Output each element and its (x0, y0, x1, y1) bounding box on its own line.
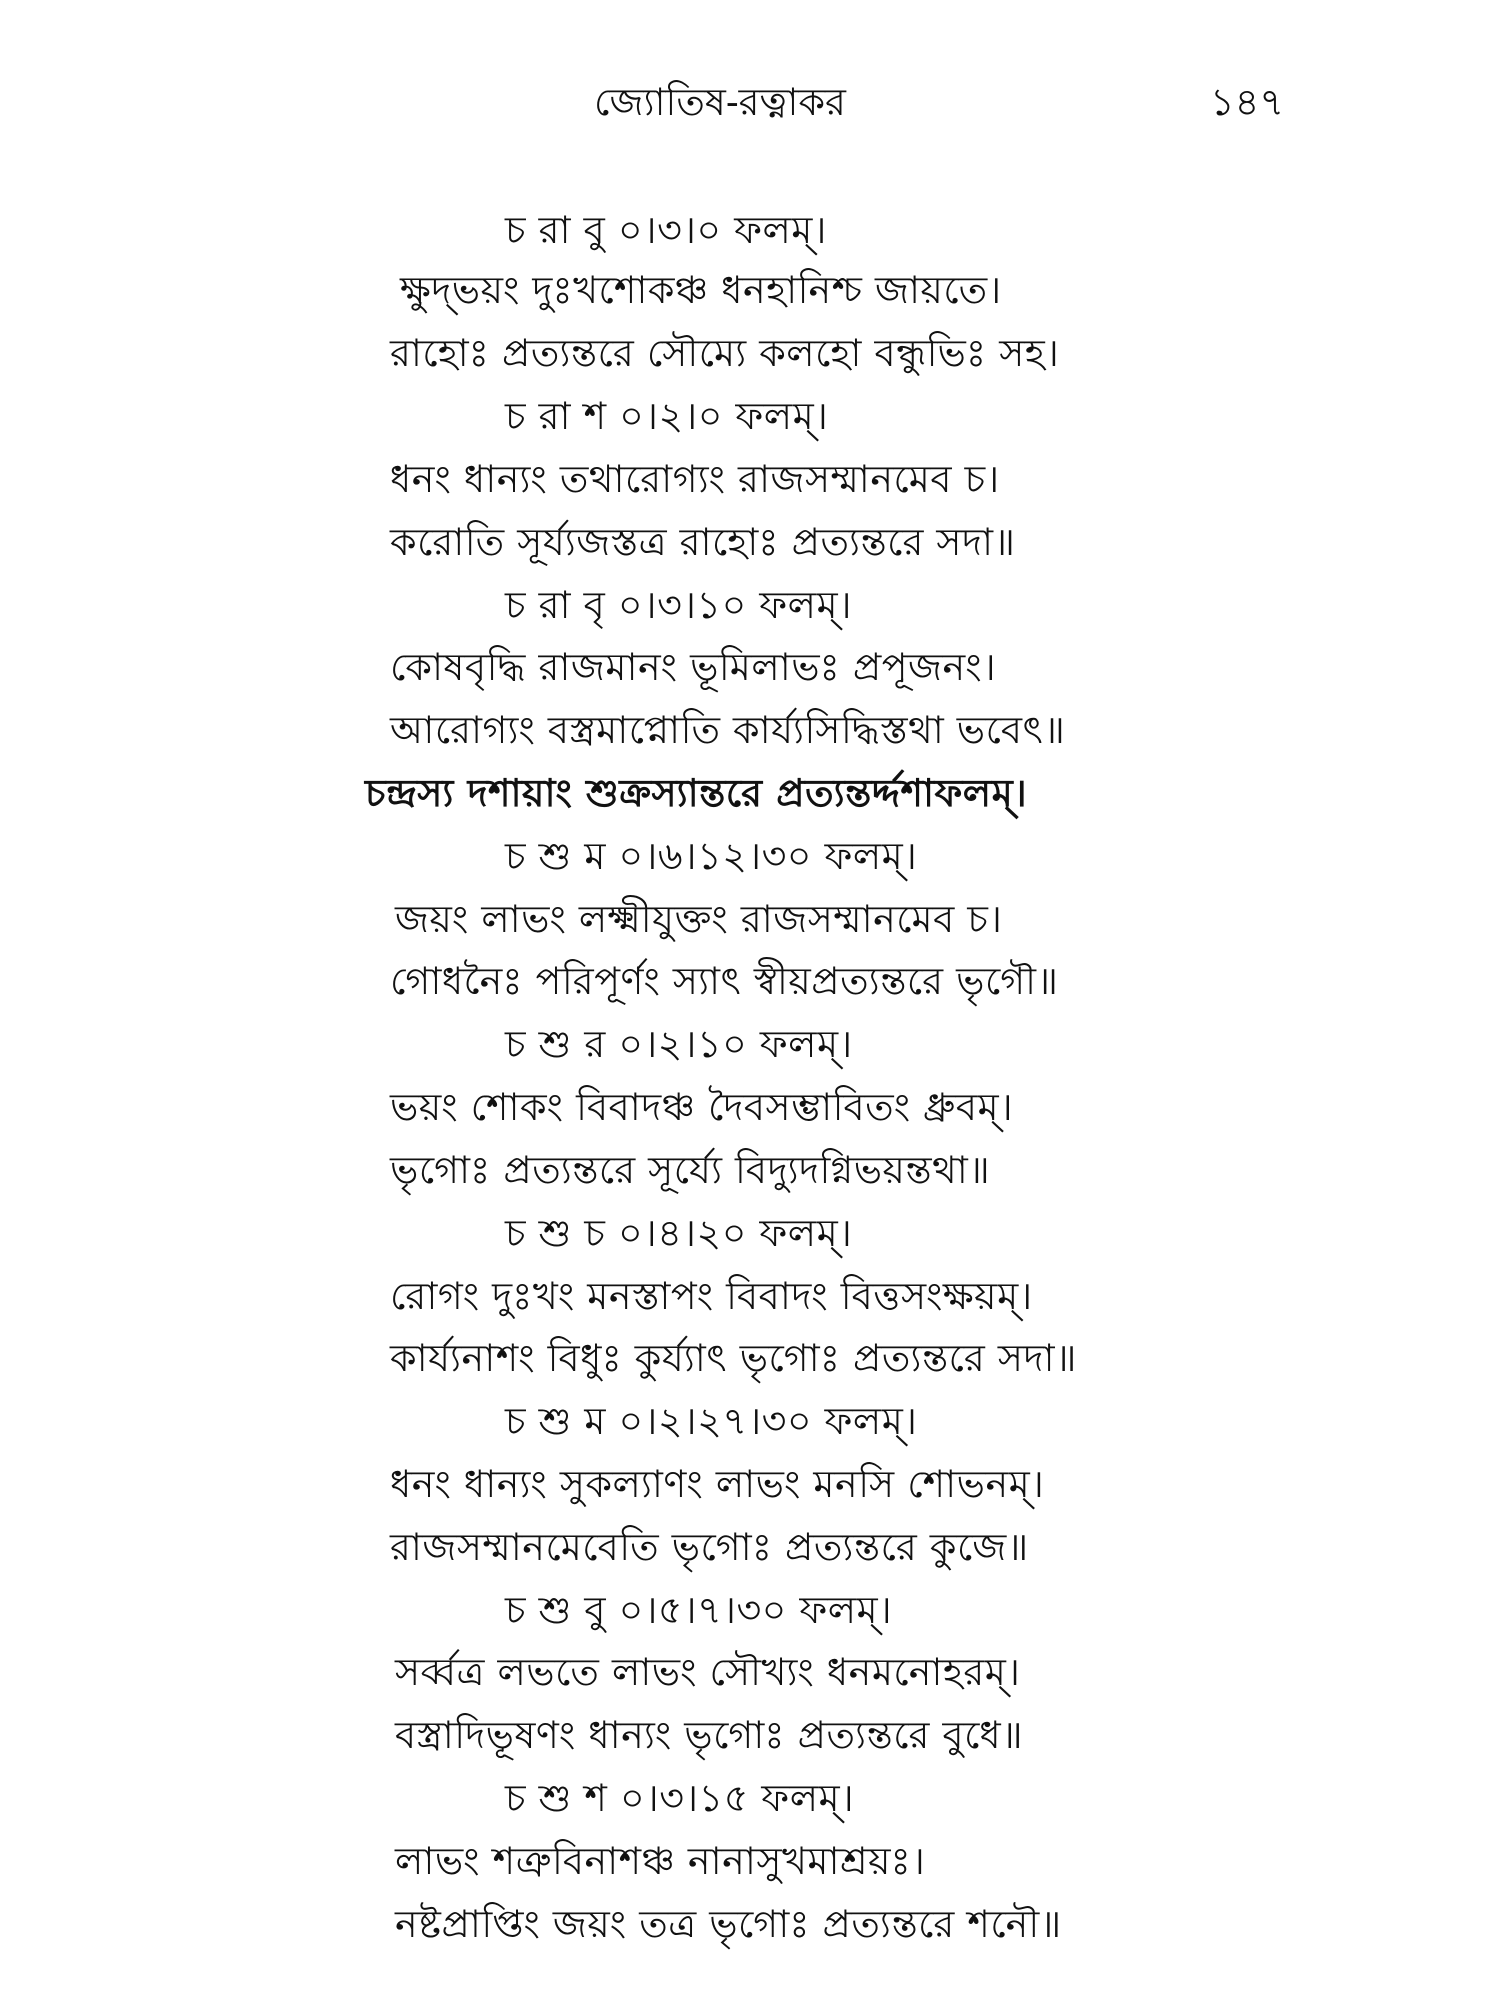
formula-line: চ রা বৃ ০।৩।১০ ফলম্। (505, 583, 853, 627)
page-number: ১৪৭ (1210, 80, 1285, 124)
verse-line: গোধনৈঃ পরিপূর্ণং স্যাৎ স্বীয়প্রত্যন্তরে ভৃগৌ॥ (390, 959, 1059, 1003)
formula-line: চ রা শ ০।২।০ ফলম্। (505, 394, 829, 438)
formula-line: চ শু চ ০।৪।২০ ফলম্। (505, 1211, 853, 1255)
verse-line: ভয়ং শোকং বিবাদঞ্চ দৈবসম্ভাবিতং ধ্রুবম্। (390, 1085, 1014, 1129)
formula-line: চ রা বু ০।৩।০ ফলম্। (505, 208, 827, 252)
verse-line: ক্ষুদ্‌ভয়ং দুঃখশোকঞ্চ ধনহানিশ্চ জায়তে। (400, 268, 1002, 312)
formula-line: চ শু বু ০।৫।৭।৩০ ফলম্। (505, 1588, 893, 1632)
verse-line: নষ্টপ্রাপ্তিং জয়ং তত্র ভৃগোঃ প্রত্যন্তরে শনৌ॥ (395, 1902, 1062, 1946)
formula-line: চ শু র ০।২।১০ ফলম্। (505, 1022, 853, 1066)
verse-line: ধনং ধান্যং সুকল্যাণং লাভং মনসি শোভনম্। (390, 1462, 1045, 1506)
verse-line: লাভং শত্রুবিনাশঞ্চ নানাসুখমাশ্রয়ঃ। (395, 1839, 926, 1883)
verse-line: আরোগ্যং বস্ত্রমাপ্নোতি কার্য্যসিদ্ধিস্তথা ভবেৎ॥ (390, 708, 1066, 752)
running-title: জ্যোতিষ-রত্নাকর (594, 80, 846, 124)
verse-line: কার্য্যনাশং বিধুঃ কুর্য্যাৎ ভৃগোঃ প্রত্যন্তরে সদা॥ (390, 1336, 1077, 1380)
verse-line: সর্ব্বত্র লভতে লাভং সৌখ্যং ধনমনোহরম্। (395, 1650, 1021, 1694)
verse-line: ধনং ধান্যং তথারোগ্যং রাজসম্মানমেব চ। (390, 457, 1000, 501)
verse-line: করোতি সূর্য্যজস্তত্র রাহোঃ প্রত্যন্তরে সদা॥ (390, 520, 1016, 564)
verse-line: কোষবৃদ্ধি রাজমানং ভূমিলাভঃ প্রপূজনং। (390, 645, 997, 689)
verse-line: বস্ত্রাদিভূষণং ধান্যং ভৃগোঃ প্রত্যন্তরে বুধে॥ (395, 1713, 1024, 1757)
verse-line: ভৃগোঃ প্রত্যন্তরে সূর্য্যে বিদ্যুদগ্নিভয়ন্তথা॥ (390, 1148, 991, 1192)
verse-line: জয়ং লাভং লক্ষ্মীযুক্তং রাজসম্মানমেব চ। (395, 897, 1003, 941)
section-heading: চন্দ্রস্য দশায়াং শুক্রস্যান্তরে প্রত্যন্তর্দ্দশাফলম্। (365, 770, 1028, 815)
formula-line: চ শু শ ০।৩।১৫ ফলম্। (505, 1776, 855, 1820)
formula-line: চ শু ম ০।২।২৭।৩০ ফলম্। (505, 1399, 918, 1443)
verse-line: রাজসম্মানমেবেতি ভৃগোঃ প্রত্যন্তরে কুজে॥ (390, 1525, 1029, 1569)
formula-line: চ শু ম ০।৬।১২।৩০ ফলম্। (505, 834, 918, 878)
verse-line: রাহোঃ প্রত্যন্তরে সৌম্যে কলহো বন্ধুভিঃ সহ। (390, 331, 1060, 375)
verse-line: রোগং দুঃখং মনস্তাপং বিবাদং বিত্তসংক্ষয়ম্। (390, 1274, 1033, 1318)
